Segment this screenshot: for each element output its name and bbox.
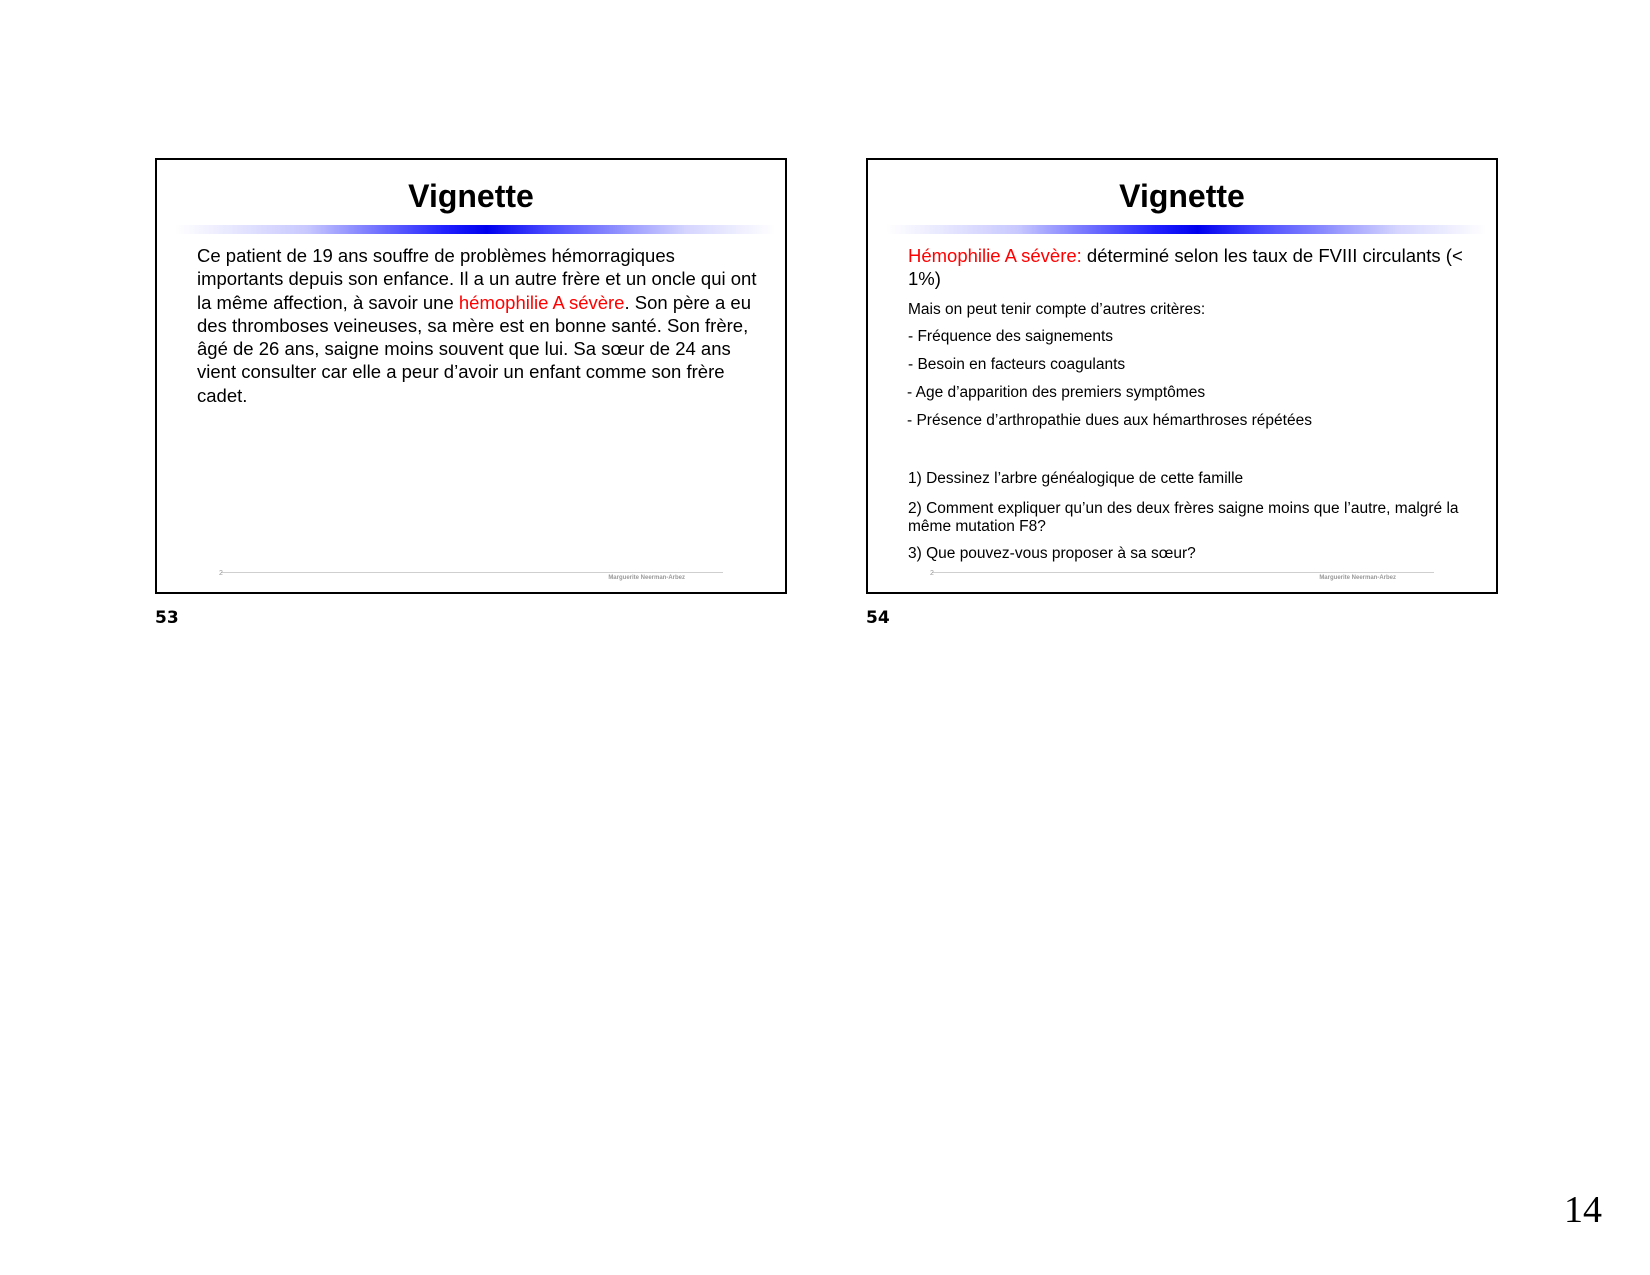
slide-number: 54 bbox=[866, 608, 890, 628]
case-text-start: Ce patient de 19 ans souffre de problèmes hémorragiques importants depuis son enfance. Il a un autre frère et un oncle qui ont la même affection, à savoir une bbox=[197, 245, 757, 313]
diagnosis-highlight: Hémophilie A sévère: bbox=[908, 245, 1082, 266]
title-gradient-rule bbox=[175, 225, 775, 234]
footer-slide-number: 2 bbox=[219, 570, 223, 577]
criteria-item: - Fréquence des saignements bbox=[908, 328, 1114, 345]
criteria-lead: Mais on peut tenir compte d’autres critères: bbox=[908, 301, 1206, 318]
footer-slide-number: 2 bbox=[930, 570, 934, 577]
case-text-end: . Son père a eu des thromboses veineuses, sa mère est en bonne santé. Son frère, âgé de 26 ans, saigne moins souvent que lui. Sa sœur de 24 ans vient consulter car elle a peur d’avoir un enfant comme son frère cadet. bbox=[197, 291, 751, 406]
criteria-item: - Présence d’arthropathie dues aux hémarthroses répétées bbox=[907, 412, 1312, 429]
case-description bbox=[197, 244, 759, 407]
slide-54 bbox=[866, 158, 1498, 594]
diagnosis-definition-text: déterminé selon les taux de FVIII circulants (< 1%) bbox=[908, 245, 1463, 290]
slide-number: 53 bbox=[155, 608, 179, 628]
page-number: 14 bbox=[1564, 1189, 1602, 1231]
diagnosis-definition bbox=[908, 244, 1476, 291]
slide-title: Vignette bbox=[1119, 178, 1245, 214]
footer-rule bbox=[221, 572, 723, 573]
question-item: 3) Que pouvez-vous proposer à sa sœur? bbox=[908, 545, 1196, 562]
criteria-item: - Besoin en facteurs coagulants bbox=[908, 356, 1126, 373]
diagnosis-highlight: hémophilie A sévère bbox=[458, 291, 625, 313]
criteria-item: - Age d’apparition des premiers symptômes bbox=[907, 384, 1206, 401]
footer-rule bbox=[932, 572, 1434, 573]
slide-53 bbox=[155, 158, 787, 594]
title-gradient-rule bbox=[886, 225, 1486, 234]
footer-author: Marguerite Neerman-Arbez bbox=[1319, 575, 1396, 581]
slide-title: Vignette bbox=[408, 178, 534, 214]
question-item: 2) Comment expliquer qu’un des deux frères saigne moins que l’autre, malgré la même mutation F8? bbox=[908, 500, 1459, 535]
footer-author: Marguerite Neerman-Arbez bbox=[608, 575, 685, 581]
question-item: 1) Dessinez l’arbre généalogique de cette famille bbox=[908, 470, 1244, 487]
